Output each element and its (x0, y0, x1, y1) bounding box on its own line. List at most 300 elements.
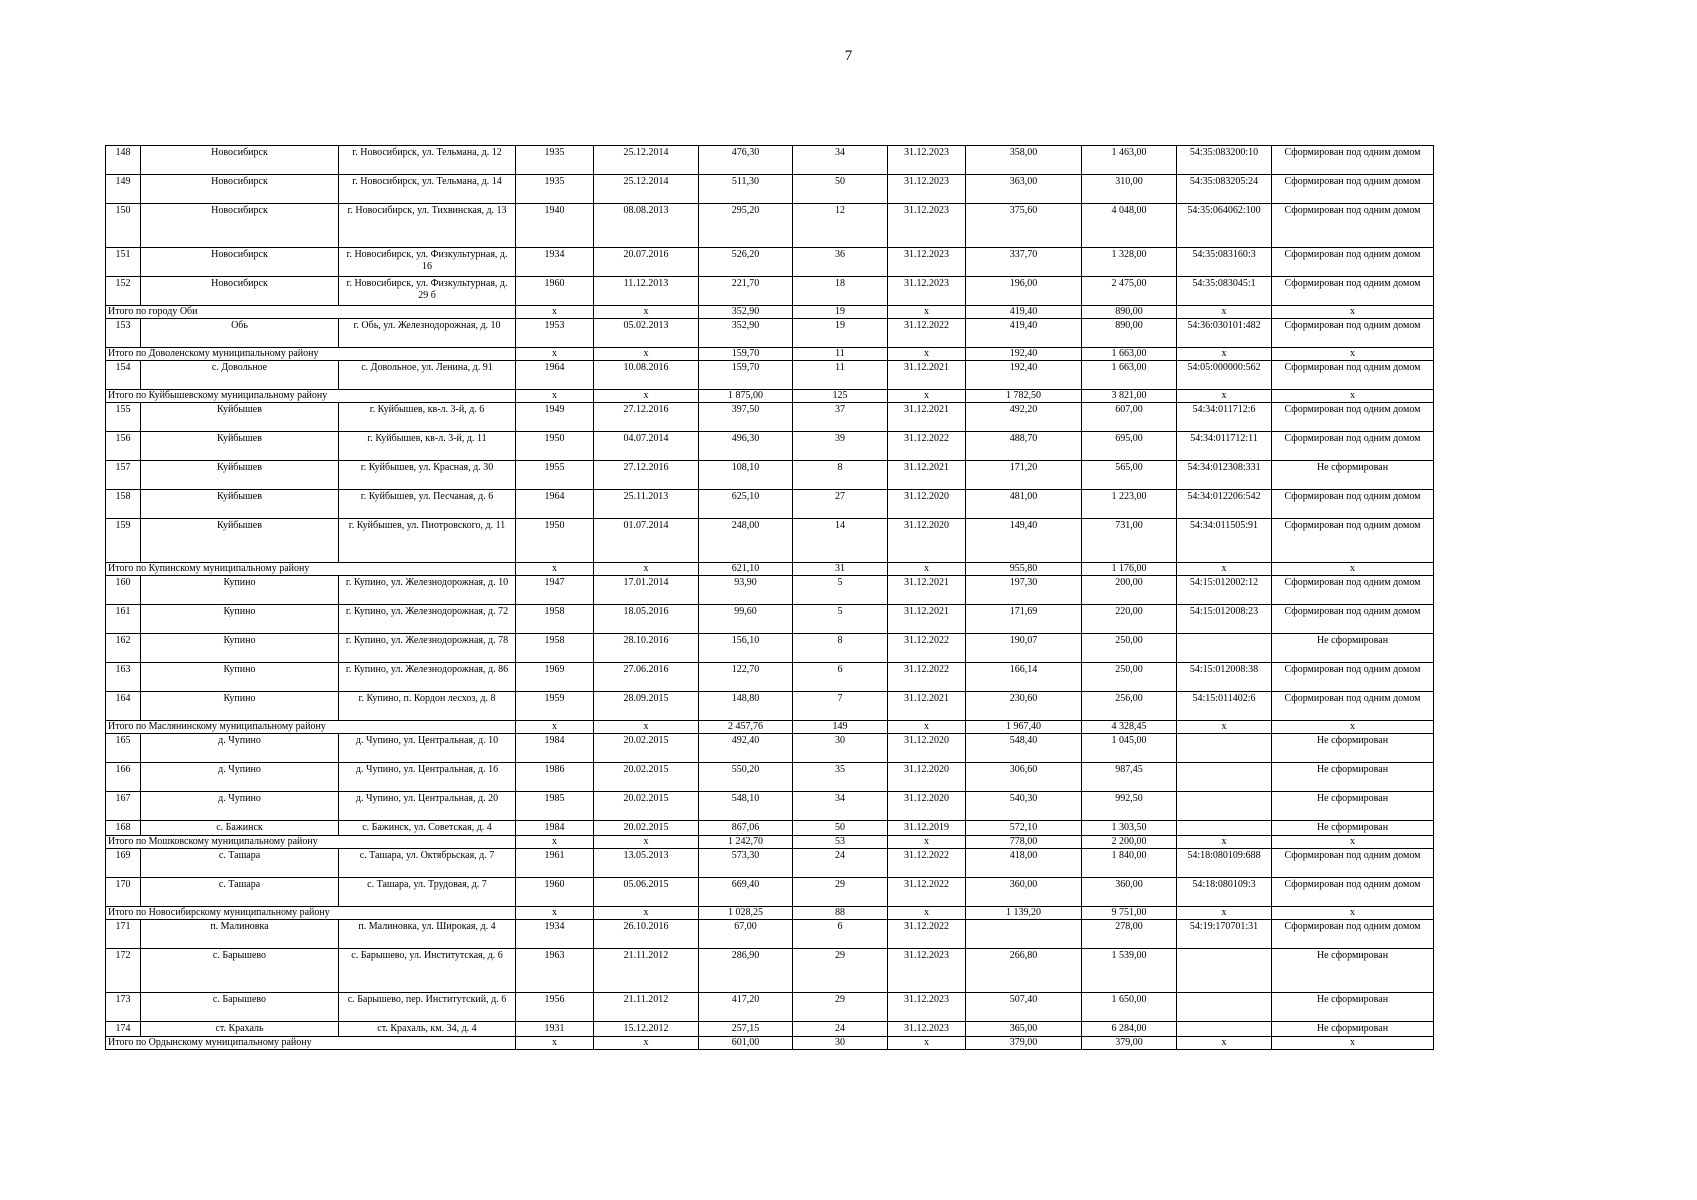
planned-date: 31.12.2022 (888, 663, 966, 692)
settlement: Новосибирск (141, 277, 339, 306)
subtotal-label: Итого по городу Оби (106, 306, 516, 319)
plot-area: 1 463,00 (1082, 146, 1177, 175)
land-area: 540,30 (966, 792, 1082, 821)
area: 99,60 (699, 605, 793, 634)
plot-status: Не сформирован (1272, 993, 1434, 1022)
table-row (106, 605, 1434, 634)
build-year: 1984 (516, 734, 594, 763)
area: 397,50 (699, 403, 793, 432)
settlement: Новосибирск (141, 204, 339, 248)
subtotal-row (106, 563, 1434, 576)
subtotal-plot-status: х (1272, 390, 1434, 403)
subtotal-plot-area: 1 663,00 (1082, 348, 1177, 361)
residents: 39 (793, 432, 888, 461)
emergency-date: 05.02.2013 (594, 319, 699, 348)
address: г. Новосибирск, ул. Физкультурная, д. 29 б (339, 277, 516, 306)
build-year: 1949 (516, 403, 594, 432)
address: г. Куйбышев, ул. Пиотровского, д. 11 (339, 519, 516, 563)
address: г. Купино, п. Кордон лесхоз, д. 8 (339, 692, 516, 721)
table-row (106, 432, 1434, 461)
row-number: 157 (106, 461, 141, 490)
residents: 29 (793, 878, 888, 907)
residents: 8 (793, 634, 888, 663)
planned-date: 31.12.2023 (888, 204, 966, 248)
emergency-date: 15.12.2012 (594, 1022, 699, 1037)
plot-status: Не сформирован (1272, 949, 1434, 993)
area: 550,20 (699, 763, 793, 792)
subtotal-residents: 53 (793, 836, 888, 849)
cadastral-number: 54:18:080109:3 (1177, 878, 1272, 907)
planned-date: 31.12.2023 (888, 1022, 966, 1037)
area: 257,15 (699, 1022, 793, 1037)
plot-area: 987,45 (1082, 763, 1177, 792)
cadastral-number (1177, 734, 1272, 763)
area: 156,10 (699, 634, 793, 663)
area: 511,30 (699, 175, 793, 204)
plot-status: Не сформирован (1272, 1022, 1434, 1037)
land-area (966, 920, 1082, 949)
residents: 19 (793, 319, 888, 348)
address: п. Малиновка, ул. Широкая, д. 4 (339, 920, 516, 949)
planned-date: 31.12.2021 (888, 692, 966, 721)
row-number: 155 (106, 403, 141, 432)
plot-status: Сформирован под одним домом (1272, 248, 1434, 277)
build-year: 1934 (516, 920, 594, 949)
cadastral-number: 54:36:030101:482 (1177, 319, 1272, 348)
plot-area: 256,00 (1082, 692, 1177, 721)
table-row (106, 319, 1434, 348)
cadastral-number: 54:15:012002:12 (1177, 576, 1272, 605)
build-year: 1969 (516, 663, 594, 692)
emergency-date: 20.07.2016 (594, 248, 699, 277)
emergency-date: 21.11.2012 (594, 949, 699, 993)
cadastral-number: 54:35:083160:3 (1177, 248, 1272, 277)
land-area: 358,00 (966, 146, 1082, 175)
plot-area: 565,00 (1082, 461, 1177, 490)
planned-date: 31.12.2023 (888, 277, 966, 306)
settlement: д. Чупино (141, 734, 339, 763)
row-number: 152 (106, 277, 141, 306)
residents: 6 (793, 920, 888, 949)
address: ст. Крахаль, км. 34, д. 4 (339, 1022, 516, 1037)
land-area: 572,10 (966, 821, 1082, 836)
table-row (106, 663, 1434, 692)
emergency-date: 20.02.2015 (594, 734, 699, 763)
residents: 8 (793, 461, 888, 490)
cadastral-number: 54:35:083205:24 (1177, 175, 1272, 204)
subtotal-residents: 149 (793, 721, 888, 734)
table-row (106, 519, 1434, 563)
row-number: 154 (106, 361, 141, 390)
residents: 34 (793, 792, 888, 821)
plot-area: 200,00 (1082, 576, 1177, 605)
cadastral-number: 54:34:011712:11 (1177, 432, 1272, 461)
subtotal-planned-date: х (888, 1037, 966, 1050)
area: 248,00 (699, 519, 793, 563)
address: г. Новосибирск, ул. Тихвинская, д. 13 (339, 204, 516, 248)
plot-status: Не сформирован (1272, 821, 1434, 836)
subtotal-plot-status: х (1272, 563, 1434, 576)
address: д. Чупино, ул. Центральная, д. 20 (339, 792, 516, 821)
settlement: Куйбышев (141, 403, 339, 432)
emergency-date: 25.12.2014 (594, 175, 699, 204)
table-row (106, 146, 1434, 175)
build-year: 1935 (516, 146, 594, 175)
area: 93,90 (699, 576, 793, 605)
subtotal-cadastral-number: х (1177, 306, 1272, 319)
land-area: 171,20 (966, 461, 1082, 490)
subtotal-land-area: 778,00 (966, 836, 1082, 849)
planned-date: 31.12.2022 (888, 920, 966, 949)
settlement: Куйбышев (141, 432, 339, 461)
subtotal-cadastral-number: х (1177, 721, 1272, 734)
table-row (106, 1022, 1434, 1037)
subtotal-row (106, 306, 1434, 319)
build-year: 1950 (516, 519, 594, 563)
subtotal-cadastral-number: х (1177, 348, 1272, 361)
subtotal-area: 1 242,70 (699, 836, 793, 849)
plot-area: 1 663,00 (1082, 361, 1177, 390)
table-row (106, 175, 1434, 204)
land-area: 492,20 (966, 403, 1082, 432)
area: 548,10 (699, 792, 793, 821)
settlement: с. Барышево (141, 949, 339, 993)
address: г. Купино, ул. Железнодорожная, д. 10 (339, 576, 516, 605)
plot-status: Не сформирован (1272, 763, 1434, 792)
plot-status: Сформирован под одним домом (1272, 878, 1434, 907)
emergency-date: 17.01.2014 (594, 576, 699, 605)
subtotal-land-area: 192,40 (966, 348, 1082, 361)
subtotal-area: 352,90 (699, 306, 793, 319)
row-number: 169 (106, 849, 141, 878)
settlement: Куйбышев (141, 519, 339, 563)
plot-status: Сформирован под одним домом (1272, 146, 1434, 175)
subtotal-plot-status: х (1272, 306, 1434, 319)
address: г. Куйбышев, ул. Красная, д. 30 (339, 461, 516, 490)
land-area: 481,00 (966, 490, 1082, 519)
settlement: с. Довольное (141, 361, 339, 390)
subtotal-residents: 31 (793, 563, 888, 576)
subtotal-land-area: 1 967,40 (966, 721, 1082, 734)
subtotal-land-area: 379,00 (966, 1037, 1082, 1050)
plot-area: 1 539,00 (1082, 949, 1177, 993)
emergency-date: 10.08.2016 (594, 361, 699, 390)
address: г. Куйбышев, ул. Песчаная, д. 6 (339, 490, 516, 519)
residents: 27 (793, 490, 888, 519)
emergency-date: 21.11.2012 (594, 993, 699, 1022)
row-number: 165 (106, 734, 141, 763)
cadastral-number: 54:18:080109:688 (1177, 849, 1272, 878)
land-area: 197,30 (966, 576, 1082, 605)
build-year: 1955 (516, 461, 594, 490)
row-number: 153 (106, 319, 141, 348)
address: д. Чупино, ул. Центральная, д. 16 (339, 763, 516, 792)
cadastral-number: 54:34:012206:542 (1177, 490, 1272, 519)
address: с. Барышево, ул. Институтская, д. 6 (339, 949, 516, 993)
subtotal-emergency-date: х (594, 1037, 699, 1050)
emergency-date: 27.12.2016 (594, 403, 699, 432)
table-row (106, 576, 1434, 605)
subtotal-label: Итого по Маслянинскому муниципальному району (106, 721, 516, 734)
build-year: 1934 (516, 248, 594, 277)
subtotal-plot-area: 890,00 (1082, 306, 1177, 319)
plot-status: Не сформирован (1272, 734, 1434, 763)
planned-date: 31.12.2020 (888, 490, 966, 519)
plot-area: 890,00 (1082, 319, 1177, 348)
residents: 18 (793, 277, 888, 306)
settlement: Купино (141, 576, 339, 605)
subtotal-build-year: х (516, 721, 594, 734)
settlement: п. Малиновка (141, 920, 339, 949)
row-number: 172 (106, 949, 141, 993)
subtotal-plot-status: х (1272, 907, 1434, 920)
subtotal-row (106, 907, 1434, 920)
subtotal-plot-area: 2 200,00 (1082, 836, 1177, 849)
build-year: 1964 (516, 361, 594, 390)
subtotal-planned-date: х (888, 306, 966, 319)
planned-date: 31.12.2022 (888, 878, 966, 907)
plot-status: Сформирован под одним домом (1272, 920, 1434, 949)
row-number: 166 (106, 763, 141, 792)
subtotal-planned-date: х (888, 836, 966, 849)
plot-status: Сформирован под одним домом (1272, 576, 1434, 605)
plot-status: Сформирован под одним домом (1272, 849, 1434, 878)
subtotal-area: 1 028,25 (699, 907, 793, 920)
cadastral-number (1177, 1022, 1272, 1037)
table-body (106, 146, 1434, 1050)
row-number: 161 (106, 605, 141, 634)
plot-area: 992,50 (1082, 792, 1177, 821)
plot-area: 360,00 (1082, 878, 1177, 907)
subtotal-cadastral-number: х (1177, 836, 1272, 849)
subtotal-plot-area: 3 821,00 (1082, 390, 1177, 403)
subtotal-residents: 11 (793, 348, 888, 361)
subtotal-row (106, 721, 1434, 734)
plot-area: 1 303,50 (1082, 821, 1177, 836)
row-number: 171 (106, 920, 141, 949)
address: д. Чупино, ул. Центральная, д. 10 (339, 734, 516, 763)
emergency-date: 27.06.2016 (594, 663, 699, 692)
plot-area: 695,00 (1082, 432, 1177, 461)
subtotal-row (106, 390, 1434, 403)
subtotal-label: Итого по Купинскому муниципальному району (106, 563, 516, 576)
cadastral-number (1177, 993, 1272, 1022)
emergency-date: 20.02.2015 (594, 763, 699, 792)
emergency-date: 01.07.2014 (594, 519, 699, 563)
table-row (106, 403, 1434, 432)
cadastral-number: 54:15:012008:38 (1177, 663, 1272, 692)
address: г. Новосибирск, ул. Тельмана, д. 12 (339, 146, 516, 175)
plot-area: 250,00 (1082, 634, 1177, 663)
plot-status: Сформирован под одним домом (1272, 319, 1434, 348)
subtotal-plot-area: 4 328,45 (1082, 721, 1177, 734)
build-year: 1940 (516, 204, 594, 248)
emergency-date: 20.02.2015 (594, 821, 699, 836)
plot-status: Сформирован под одним домом (1272, 403, 1434, 432)
plot-area: 2 475,00 (1082, 277, 1177, 306)
emergency-date: 05.06.2015 (594, 878, 699, 907)
planned-date: 31.12.2021 (888, 605, 966, 634)
plot-status: Не сформирован (1272, 634, 1434, 663)
area: 352,90 (699, 319, 793, 348)
planned-date: 31.12.2022 (888, 319, 966, 348)
cadastral-number: 54:19:170701:31 (1177, 920, 1272, 949)
land-area: 196,00 (966, 277, 1082, 306)
emergency-date: 18.05.2016 (594, 605, 699, 634)
residents: 37 (793, 403, 888, 432)
area: 221,70 (699, 277, 793, 306)
cadastral-number (1177, 763, 1272, 792)
planned-date: 31.12.2021 (888, 403, 966, 432)
plot-area: 1 650,00 (1082, 993, 1177, 1022)
cadastral-number (1177, 821, 1272, 836)
subtotal-label: Итого по Доволенскому муниципальному району (106, 348, 516, 361)
plot-status: Сформирован под одним домом (1272, 519, 1434, 563)
row-number: 148 (106, 146, 141, 175)
subtotal-emergency-date: х (594, 907, 699, 920)
residents: 24 (793, 849, 888, 878)
cadastral-number: 54:34:011712:6 (1177, 403, 1272, 432)
table-row (106, 920, 1434, 949)
plot-status: Сформирован под одним домом (1272, 361, 1434, 390)
residents: 50 (793, 175, 888, 204)
subtotal-label: Итого по Новосибирскому муниципальному району (106, 907, 516, 920)
table-row (106, 849, 1434, 878)
land-area: 418,00 (966, 849, 1082, 878)
row-number: 159 (106, 519, 141, 563)
area: 526,20 (699, 248, 793, 277)
land-area: 171,69 (966, 605, 1082, 634)
emergency-date: 25.11.2013 (594, 490, 699, 519)
plot-status: Сформирован под одним домом (1272, 490, 1434, 519)
planned-date: 31.12.2020 (888, 734, 966, 763)
residents: 29 (793, 993, 888, 1022)
land-area: 365,00 (966, 1022, 1082, 1037)
table-row (106, 878, 1434, 907)
residents: 30 (793, 734, 888, 763)
planned-date: 31.12.2023 (888, 949, 966, 993)
planned-date: 31.12.2021 (888, 461, 966, 490)
settlement: Новосибирск (141, 175, 339, 204)
subtotal-row (106, 348, 1434, 361)
build-year: 1959 (516, 692, 594, 721)
subtotal-cadastral-number: х (1177, 390, 1272, 403)
row-number: 167 (106, 792, 141, 821)
planned-date: 31.12.2022 (888, 849, 966, 878)
area: 108,10 (699, 461, 793, 490)
subtotal-build-year: х (516, 1037, 594, 1050)
land-area: 375,60 (966, 204, 1082, 248)
table-row (106, 634, 1434, 663)
plot-area: 220,00 (1082, 605, 1177, 634)
emergency-date: 13.05.2013 (594, 849, 699, 878)
subtotal-plot-status: х (1272, 836, 1434, 849)
area: 625,10 (699, 490, 793, 519)
land-area: 192,40 (966, 361, 1082, 390)
build-year: 1960 (516, 277, 594, 306)
residents: 6 (793, 663, 888, 692)
area: 573,30 (699, 849, 793, 878)
area: 295,20 (699, 204, 793, 248)
subtotal-plot-status: х (1272, 721, 1434, 734)
cadastral-number (1177, 634, 1272, 663)
plot-status: Сформирован под одним домом (1272, 204, 1434, 248)
emergency-date: 20.02.2015 (594, 792, 699, 821)
emergency-date: 26.10.2016 (594, 920, 699, 949)
plot-status: Сформирован под одним домом (1272, 692, 1434, 721)
planned-date: 31.12.2023 (888, 993, 966, 1022)
settlement: с. Барышево (141, 993, 339, 1022)
subtotal-label: Итого по Мошковскому муниципальному району (106, 836, 516, 849)
subtotal-emergency-date: х (594, 721, 699, 734)
table-row (106, 248, 1434, 277)
residents: 7 (793, 692, 888, 721)
land-area: 266,80 (966, 949, 1082, 993)
subtotal-residents: 19 (793, 306, 888, 319)
address: г. Куйбышев, кв-л. 3-й, д. 11 (339, 432, 516, 461)
address: г. Купино, ул. Железнодорожная, д. 78 (339, 634, 516, 663)
land-area: 507,40 (966, 993, 1082, 1022)
table-row (106, 204, 1434, 248)
plot-area: 1 045,00 (1082, 734, 1177, 763)
address: г. Куйбышев, кв-л. 3-й, д. 6 (339, 403, 516, 432)
subtotal-plot-area: 9 751,00 (1082, 907, 1177, 920)
planned-date: 31.12.2023 (888, 248, 966, 277)
address: г. Обь, ул. Железнодорожная, д. 10 (339, 319, 516, 348)
subtotal-row (106, 1037, 1434, 1050)
residents: 5 (793, 605, 888, 634)
residents: 24 (793, 1022, 888, 1037)
settlement: с. Бажинск (141, 821, 339, 836)
cadastral-number: 54:35:064062:100 (1177, 204, 1272, 248)
subtotal-build-year: х (516, 348, 594, 361)
settlement: Куйбышев (141, 490, 339, 519)
land-area: 149,40 (966, 519, 1082, 563)
subtotal-planned-date: х (888, 348, 966, 361)
address: с. Ташара, ул. Трудовая, д. 7 (339, 878, 516, 907)
planned-date: 31.12.2023 (888, 175, 966, 204)
build-year: 1960 (516, 878, 594, 907)
area: 159,70 (699, 361, 793, 390)
subtotal-build-year: х (516, 390, 594, 403)
area: 67,00 (699, 920, 793, 949)
build-year: 1935 (516, 175, 594, 204)
planned-date: 31.12.2020 (888, 763, 966, 792)
build-year: 1985 (516, 792, 594, 821)
area: 122,70 (699, 663, 793, 692)
land-area: 488,70 (966, 432, 1082, 461)
plot-area: 4 048,00 (1082, 204, 1177, 248)
build-year: 1931 (516, 1022, 594, 1037)
table-row (106, 821, 1434, 836)
planned-date: 31.12.2020 (888, 792, 966, 821)
plot-area: 310,00 (1082, 175, 1177, 204)
plot-area: 250,00 (1082, 663, 1177, 692)
subtotal-land-area: 1 139,20 (966, 907, 1082, 920)
subtotal-land-area: 1 782,50 (966, 390, 1082, 403)
area: 492,40 (699, 734, 793, 763)
cadastral-number: 54:35:083045:1 (1177, 277, 1272, 306)
build-year: 1963 (516, 949, 594, 993)
address: с. Довольное, ул. Ленина, д. 91 (339, 361, 516, 390)
planned-date: 31.12.2022 (888, 634, 966, 663)
build-year: 1947 (516, 576, 594, 605)
plot-status: Не сформирован (1272, 792, 1434, 821)
planned-date: 31.12.2021 (888, 576, 966, 605)
subtotal-plot-status: х (1272, 1037, 1434, 1050)
table-row (106, 461, 1434, 490)
subtotal-planned-date: х (888, 563, 966, 576)
